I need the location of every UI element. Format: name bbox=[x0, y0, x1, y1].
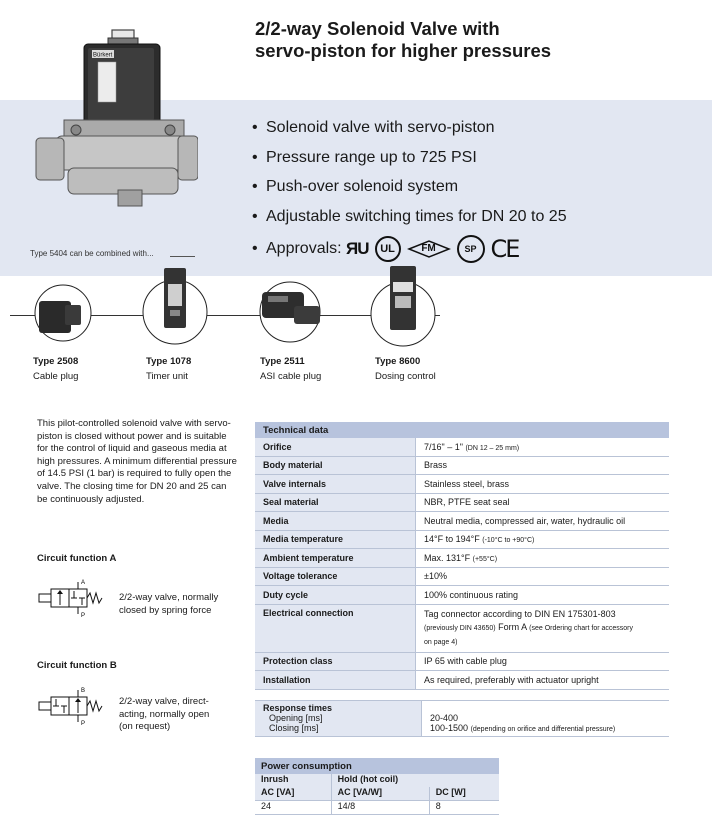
circuit-a-description: 2/2-way valve, normally closed by spring force bbox=[119, 592, 219, 616]
ur-recognized-mark: ЯU bbox=[346, 239, 369, 258]
timer-unit-image bbox=[140, 262, 210, 347]
csa-mark: SP bbox=[457, 235, 485, 263]
combination-note: Type 5404 can be combined with... bbox=[30, 249, 154, 258]
title-line-1: 2/2-way Solenoid Valve with bbox=[255, 18, 500, 39]
combination-leader-line bbox=[170, 256, 195, 257]
fm-approved-mark: FM bbox=[407, 240, 451, 258]
feature-item: • Solenoid valve with servo-piston bbox=[252, 119, 495, 136]
circuit-b-symbol bbox=[35, 686, 115, 726]
circuit-b-description: 2/2-way valve, direct- acting, normally open (on request) bbox=[119, 696, 210, 733]
circuit-a-port-a: A bbox=[81, 580, 86, 586]
cable-plug-image bbox=[25, 283, 95, 343]
power-consumption-table: Power consumption Inrush Hold (hot coil) AC [VA] AC [VA/W] DC [W] 24 14/8 8 bbox=[255, 758, 499, 815]
table-row: Media Neutral media, compressed air, water, hydraulic oil bbox=[255, 512, 669, 531]
table-row: Protection class IP 65 with cable plug bbox=[255, 652, 669, 671]
table-row: Duty cycle 100% continuous rating bbox=[255, 586, 669, 605]
product-description: This pilot-controlled solenoid valve with servo-piston is closed without power and is suitable for the control of liquid and gaseous media at high pressures. A minimum differential pressure of 14.5 PSI (1 bar) is required to fully open the valve. The closing time for DN 20 and 25 can be continuously adjusted. bbox=[37, 418, 237, 505]
table-row: Voltage tolerance ±10% bbox=[255, 567, 669, 586]
response-times-table: Response times Opening [ms] 20-400 Closing [ms] 100-1500 (depending on orifice and differential pressure) bbox=[255, 700, 669, 737]
accessory-type-8600: Type 8600 Dosing control bbox=[375, 356, 436, 382]
feature-list bbox=[252, 117, 567, 265]
table-row: Installation As required, preferably with actuator upright bbox=[255, 671, 669, 690]
accessory-type-2511: Type 2511 ASI cable plug bbox=[260, 356, 322, 382]
technical-data-table bbox=[255, 422, 669, 690]
technical-data-header: Technical data bbox=[255, 422, 669, 438]
table-row: Media temperature 14°F to 194°F (-10°C to +90°C) bbox=[255, 530, 669, 549]
feature-item: • Adjustable switching times for DN 20 to 25 bbox=[252, 207, 567, 225]
dosing-control-image bbox=[368, 262, 438, 350]
circuit-b-port-p: P bbox=[81, 721, 86, 726]
circuit-b-port-b: B bbox=[81, 688, 86, 694]
feature-item-approvals: • Approvals: ЯU UL FM SP CE bbox=[252, 235, 519, 263]
ul-listed-mark: UL bbox=[375, 236, 401, 262]
ce-mark: CE bbox=[490, 235, 519, 263]
circuit-b-title: Circuit function B bbox=[37, 660, 117, 671]
approval-marks bbox=[346, 235, 518, 263]
table-row: Orifice 7/16" – 1" (DN 12 – 25 mm) bbox=[255, 438, 669, 456]
feature-item: • Push-over solenoid system bbox=[252, 178, 459, 195]
feature-item: • Pressure range up to 725 PSI bbox=[252, 148, 477, 166]
page-title bbox=[255, 18, 551, 62]
accessory-type-2508: Type 2508 Cable plug bbox=[33, 356, 79, 382]
circuit-a-port-p: P bbox=[81, 613, 86, 618]
table-row: Valve internals Stainless steel, brass bbox=[255, 475, 669, 494]
table-row: Ambient temperature Max. 131°F (+55°C) bbox=[255, 549, 669, 568]
solenoid-valve-image bbox=[28, 18, 198, 218]
asi-cable-plug-image bbox=[250, 276, 330, 346]
table-row: Seal material NBR, PTFE seat seal bbox=[255, 493, 669, 512]
power-consumption-header: Power consumption bbox=[255, 758, 499, 774]
table-row: Electrical connection Tag connector according to DIN EN 175301-803 (previously DIN 43650) Form A (see Ordering chart for accessory on page 4) bbox=[255, 604, 669, 652]
circuit-a-symbol bbox=[35, 578, 115, 618]
product-brand-label: Bürkert bbox=[93, 52, 113, 59]
title-line-2: servo-piston for higher pressures bbox=[255, 40, 552, 61]
circuit-a-title: Circuit function A bbox=[37, 553, 117, 564]
accessory-type-1078: Type 1078 Timer unit bbox=[146, 356, 192, 382]
table-row: Body material Brass bbox=[255, 456, 669, 475]
